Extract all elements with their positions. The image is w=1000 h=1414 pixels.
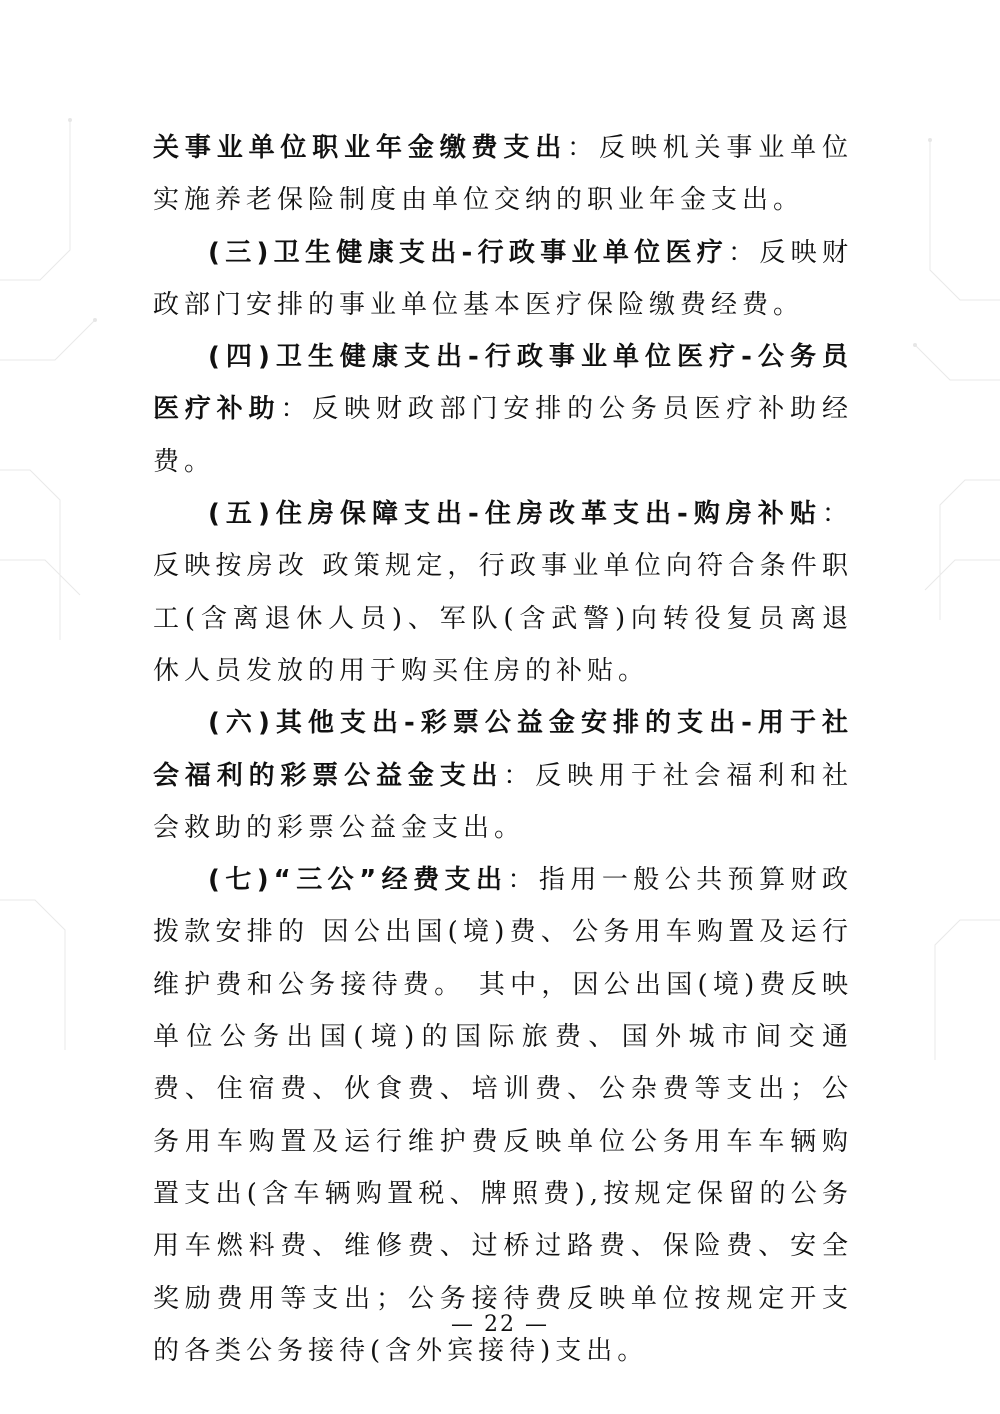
body-text	[153, 122, 853, 1377]
paragraph-3-heading: (四)卫生健康支出-行政事业单位医疗-公务员医疗补助	[153, 342, 853, 425]
paragraph-3-text: ：反映财政部门安排的公务员医疗补助经费。	[153, 394, 853, 477]
paragraph-1	[153, 122, 853, 227]
paragraph-2-heading: (三)卫生健康支出-行政事业单位医疗	[208, 237, 729, 268]
paragraph-1-heading: 关事业单位职业年金缴费支出	[153, 133, 568, 163]
paragraph-2	[153, 227, 853, 332]
paragraph-6-text: ：指用一般公共预算财政拨款安排的 因公出国(境)费、公务用车购置及运行维护费和公务接待费。 其中，因公出国(境)费反映单位公务出国(境)的国际旅费、国外城市间交通费、住宿费、伙食费、培训费、公杂费等支出；公务用车购置及运行维护费反映单位公务用车车辆购置支出(含车辆购置税、牌照费),按规定保留的公务用车燃料费、维修费、过桥过路费、保险费、安全奖励费用等支出；公务接待费反映单位按规定开支的各类公务接待(含外宾接待)支出。	[153, 865, 853, 1366]
paragraph-6-heading: (七)“三公”经费支出	[208, 865, 508, 896]
page-number: — 22 —	[451, 1312, 549, 1337]
paragraph-2-text: ：反映财政部门安排的事业单位基本医疗保险缴费经费。	[153, 237, 853, 320]
paragraph-4	[153, 488, 853, 697]
paragraph-4-heading: (五)住房保障支出-住房改革支出-购房补贴	[208, 499, 822, 530]
paragraph-5	[153, 697, 853, 854]
paragraph-6	[153, 854, 853, 1377]
paragraph-1-text: ：反映机关事业单位实施养老保险制度由单位交纳的职业年金支出。	[153, 133, 853, 216]
paragraph-5-heading: (六)其他支出-彩票公益金安排的支出-用于社会福利的彩票公益金支出	[153, 708, 853, 791]
paragraph-5-text: ：反映用于社会福利和社会救助的彩票公益金支出。	[153, 760, 853, 843]
paragraph-3	[153, 331, 853, 488]
paragraph-4-text: ：反映按房改 政策规定，行政事业单位向符合条件职工(含离退休人员)、军队(含武警)向转役复员离退休人员发放的用于购买住房的补贴。	[153, 499, 853, 686]
